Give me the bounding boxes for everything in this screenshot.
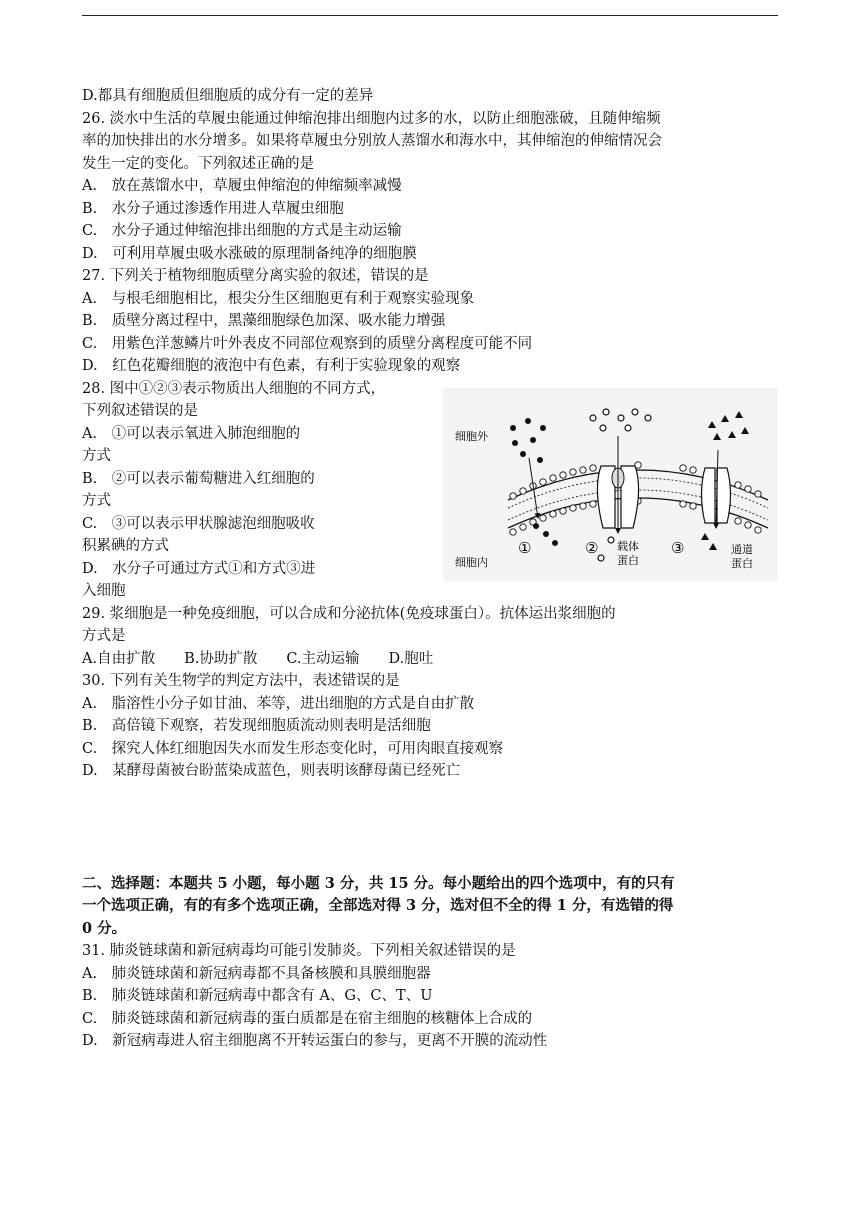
q30-option-a: A. 脂溶性小分子如甘油、苯等，进出细胞的方式是自由扩散: [82, 696, 475, 712]
q31-option-a: A. 肺炎链球菌和新冠病毒都不具备核膜和具膜细胞器: [82, 966, 431, 982]
q27-option-a: A. 与根毛细胞相比，根尖分生区细胞更有利于观察实验现象: [82, 291, 475, 307]
q26-stem-line3: 发生一定的变化。下列叙述正确的是: [82, 156, 314, 172]
q28-option-a: A. ①可以表示氧进入肺泡细胞的: [82, 426, 301, 442]
q27-stem: 27. 下列关于植物细胞质壁分离实验的叙述，错误的是: [82, 268, 429, 284]
q26-stem-line1: 26. 淡水中生活的草履虫能通过伸缩泡排出细胞内过多的水，以防止细胞涨破，且随伸缩频: [82, 111, 661, 127]
q31-option-c: C. 肺炎链球菌和新冠病毒的蛋白质都是在宿主细胞的核糖体上合成的: [82, 1011, 533, 1027]
q26-stem-line2: 率的加快排出的水分增多。如果将草履虫分别放人蒸馏水和海水中，其伸缩泡的伸缩情况会: [82, 133, 662, 149]
pathway-1-marker: ①: [518, 539, 532, 557]
pathway-2-marker: ②: [585, 539, 599, 557]
inside-label: 细胞内: [455, 556, 488, 569]
q31-option-d: D. 新冠病毒进人宿主细胞离不开转运蛋白的参与，更离不开膜的流动性: [82, 1033, 548, 1049]
q28-option-d: D. 水分子可通过方式①和方式③进: [82, 561, 316, 577]
q30-option-c: C. 探究人体红细胞因失水而发生形态变化时，可用肉眼直接观察: [82, 741, 504, 757]
q28-option-b: B. ②可以表示葡萄糖进入红细胞的: [82, 471, 315, 487]
section2-header-line2: 一个选项正确，有的有多个选项正确，全部选对得 3 分，选对但不全的得 1 分，有选错的得: [82, 897, 674, 914]
q31-option-b: B. 肺炎链球菌和新冠病毒中都含有 A、G、C、T、U: [82, 988, 433, 1004]
q31-stem: 31. 肺炎链球菌和新冠病毒均可能引发肺炎。下列相关叙述错误的是: [82, 943, 516, 959]
q29-options: A.自由扩散 B.协助扩散 C.主动运输 D.胞吐: [82, 651, 434, 667]
q28-option-a-cont: 方式: [82, 448, 111, 464]
q27-option-b: B. 质壁分离过程中，黑藻细胞绿色加深、吸水能力增强: [82, 313, 446, 329]
header-rule: [82, 15, 778, 16]
channel-label-line1: 通道: [731, 543, 753, 556]
q28-option-c-cont: 积累碘的方式: [82, 538, 169, 554]
q27-option-c: C. 用紫色洋葱鳞片叶外表皮不同部位观察到的质壁分离程度可能不同: [82, 336, 533, 352]
carrier-label-line1: 载体: [617, 540, 639, 553]
section2-header-line1: 二、选择题：本题共 5 小题，每小题 3 分，共 15 分。每小题给出的四个选项中，有的只有: [82, 875, 675, 892]
pathway-3-marker: ③: [671, 539, 685, 557]
outside-label: 细胞外: [455, 430, 488, 443]
membrane-transport-figure: [443, 388, 778, 581]
q28-stem-line2: 下列叙述错误的是: [82, 403, 198, 419]
q26-option-a: A. 放在蒸馏水中，草履虫伸缩泡的伸缩频率减慢: [82, 178, 402, 194]
q28-option-b-cont: 方式: [82, 493, 111, 509]
q29-stem-line1: 29. 浆细胞是一种免疫细胞，可以合成和分泌抗体(免疫球蛋白）。抗体运出浆细胞的: [82, 606, 616, 622]
q26-option-c: C. 水分子通过伸缩泡排出细胞的方式是主动运输: [82, 223, 402, 239]
q26-option-d: D. 可利用草履虫吸水涨破的原理制备纯净的细胞膜: [82, 246, 417, 262]
q27-option-d: D. 红色花瓣细胞的液泡中有色素，有利于实验现象的观察: [82, 358, 461, 374]
q28-option-d-cont: 入细胞: [82, 583, 126, 599]
q28-stem-line1: 28. 图中①②③表示物质出人细胞的不同方式，: [82, 381, 386, 397]
q30-option-d: D. 某酵母菌被台盼蓝染成蓝色，则表明该酵母菌已经死亡: [82, 763, 461, 779]
q29-stem-line2: 方式是: [82, 628, 126, 644]
q26-option-b: B. 水分子通过渗透作用进人草履虫细胞: [82, 201, 344, 217]
q30-stem: 30. 下列有关生物学的判定方法中，表述错误的是: [82, 673, 400, 689]
section2-header-line3: 0 分。: [82, 920, 127, 937]
q30-option-b: B. 高倍镜下观察，若发现细胞质流动则表明是活细胞: [82, 718, 431, 734]
channel-label-line2: 蛋白: [731, 557, 753, 570]
q28-option-c: C. ③可以表示甲状腺滤泡细胞吸收: [82, 516, 315, 532]
q25-option-d: D.都具有细胞质但细胞质的成分有一定的差异: [82, 88, 374, 104]
carrier-label-line2: 蛋白: [617, 554, 639, 567]
